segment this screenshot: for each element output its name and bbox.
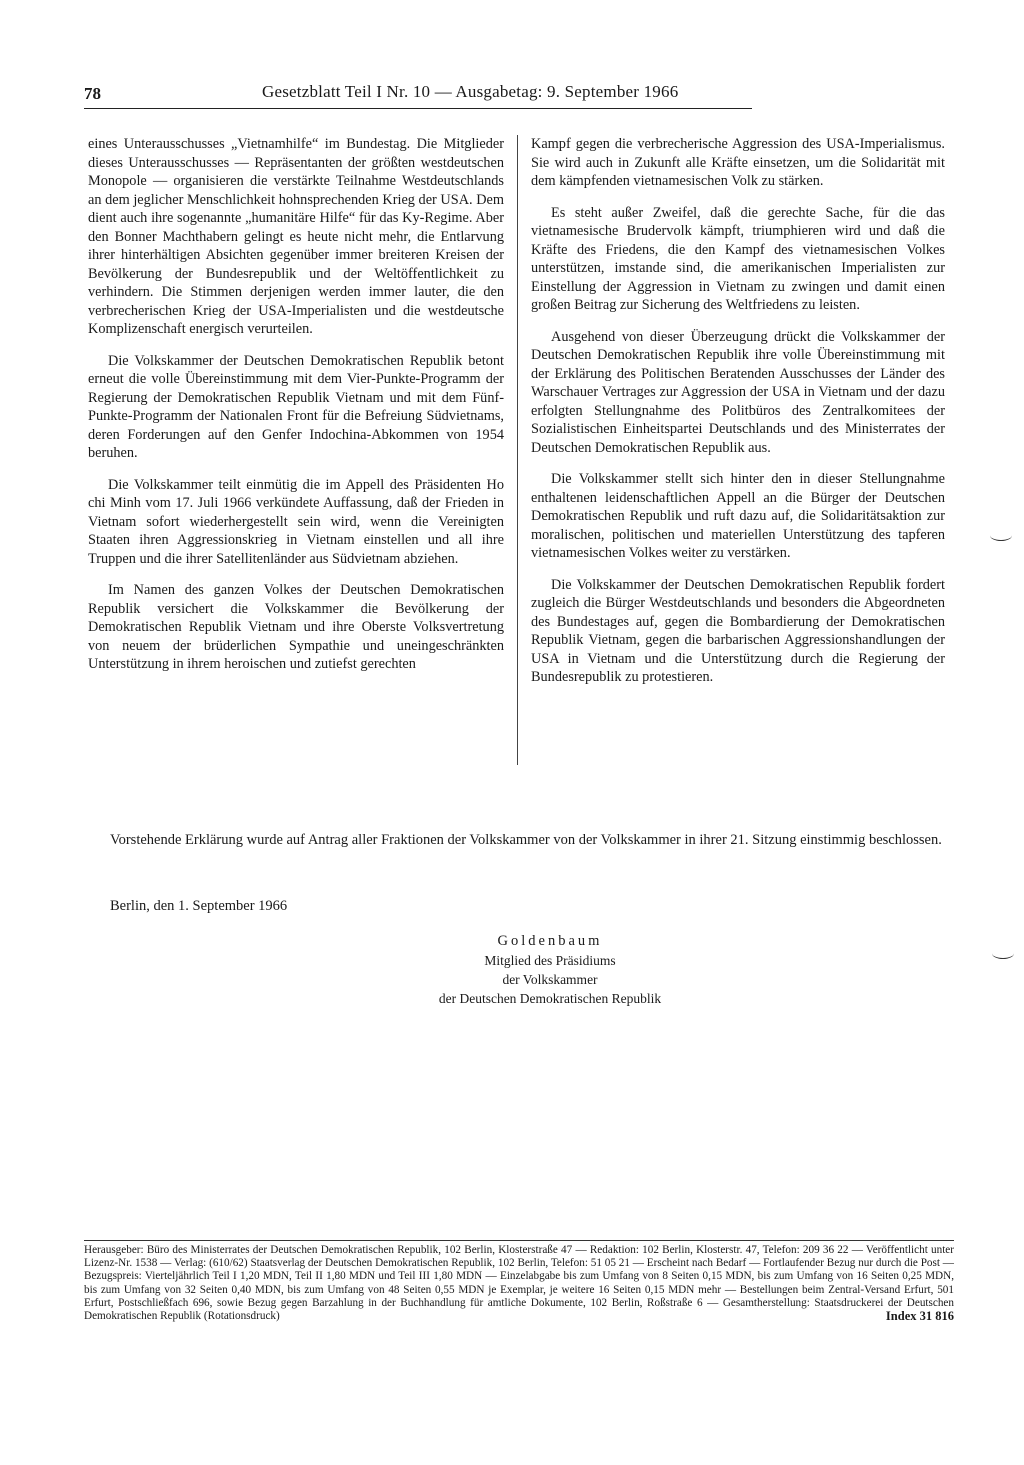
page-header <box>84 82 752 109</box>
resolution-statement: Vorstehende Erklärung wurde auf Antrag aller Fraktionen der Volkskammer von der Volkskammer in ihrer 21. Sitzung einstimmig beschlossen. <box>110 832 942 848</box>
margin-mark <box>992 948 1014 959</box>
left-column <box>88 135 504 687</box>
publisher-imprint <box>84 1240 954 1323</box>
dateline: Berlin, den 1. September 1966 <box>110 898 288 914</box>
paragraph: Es steht außer Zweifel, daß die gerechte Sache, für die das vietnamesische Brudervolk kämpft, triumphieren wird und daß die Kräfte des Friedens, die den Kampf des vietnamesischen Volkes unterstützen, imstande sind, die amerikanischen Imperialisten zur Einstellung der Aggression in Vietnam zu zwingen und damit einen großen Beitrag zur Sicherung des Weltfriedens zu leisten. <box>531 204 945 313</box>
imprint-text: Herausgeber: Büro des Ministerrates der Deutschen Demokratischen Republik, 102 Berlin, Klosterstraße 47 — Redaktion: 102 Berlin, Klosterstr. 47, Telefon: 209 36 22 — Veröffentlicht unter Lizenz-Nr. 1538 — Verlag: (610/62) Staatsverlag der Deutschen Demokratischen Republik, 102 Berlin, Telefon: 51 05 21 — Erscheint nach Bedarf — Fortlaufender Bezug nur durch die Post — Bezugspreis: Vierteljährlich Teil I 1,20 MDN, Teil II 1,80 MDN und Teil III 1,80 MDN — Einzelabgabe bis zum Umfang von 8 Seiten 0,15 MDN, bis zum Umfang von 16 Seiten 0,25 MDN, bis zum Umfang von 32 Seiten 0,40 MDN, bis zum Umfang von 48 Seiten 0,55 MDN je Exemplar, je weitere 16 Seiten 0,15 MDN mehr — Bestellungen beim Zentral-Versand Erfurt, 501 Erfurt, Postschließfach 696, sowie Bezug gegen Barzahlung in der Buchhandlung für amtliche Dokumente, 102 Berlin, Roßstraße 6 — Gesamtherstellung: Staatsdruckerei der Deutschen Demokratischen Republik (Rotationsdruck) <box>84 1244 954 1323</box>
signature-block <box>350 932 750 1008</box>
column-divider <box>517 135 518 765</box>
paragraph: Ausgehend von dieser Überzeugung drückt die Volkskammer der Deutschen Demokratischen Republik ihre volle Übereinstimmung mit der Erklärung des Politischen Beratenden Ausschusses der Länder des Warschauer Vertrages zur Aggression der USA in Vietnam und der dazu erfolgten Stellungnahme des Politbüros des Zentralkomitees der Sozialistischen Einheitspartei Deutschlands und des Ministerrates der Deutschen Demokratischen Republik aus. <box>531 328 945 456</box>
paragraph: Die Volkskammer stellt sich hinter den in dieser Stellungnahme enthaltenen leidenschaftlichen Appell an die Bürger der Deutschen Demokratischen Republik und ruft dazu auf, die Solidaritätsaktion zur moralischen, politischen und materiellen Unterstützung des tapferen vietnamesischen Volkes weiter zu verstärken. <box>531 471 945 561</box>
signer-name: Goldenbaum <box>497 933 603 949</box>
index-number: Index 31 816 <box>885 1309 954 1324</box>
signer-title: Mitglied des Präsidiums <box>484 953 616 968</box>
right-column <box>531 135 945 700</box>
margin-mark <box>990 530 1012 541</box>
paragraph: Die Volkskammer der Deutschen Demokratischen Republik betont erneut die volle Übereinstimmung mit dem Vier-Punkte-Programm der Regierung der Demokratischen Republik Vietnam und mit dem Fünf-Punkte-Programm der Nationalen Front für die Befreiung Südvietnams, deren Forderungen auf den Genfer Indochina-Abkommen von 1954 beruhen. <box>88 352 504 461</box>
paragraph: Im Namen des ganzen Volkes der Deutschen Demokratischen Republik versichert die Volkskammer die Bevölkerung der Demokratischen Republik Vietnam und ihre Oberste Volksvertretung von neuem der brüderlichen Sympathie und uneingeschränkten Unterstützung in ihrem heroischen und zutiefst gerechten <box>88 582 504 672</box>
signer-title: der Deutschen Demokratischen Republik <box>438 991 662 1006</box>
paragraph: eines Unterausschusses „Vietnamhilfe“ im Bundestag. Die Mitglieder dieses Unterausschusses — Repräsentanten der größten westdeutschen Monopole — organisieren die verstärkte Teilnahme Westdeutschlands an dem jeglicher Menschlichkeit hohnsprechenden Krieg der USA. Dem dient auch ihre sogenannte „humanitäre Hilfe“ für das Ky-Regime. Aber den Bonner Machthabern gelingt es heute nicht mehr, die Entlarvung ihrer hinterhältigen Absichten gegenüber immer breiteren Kreisen der Bevölkerung der Bundesrepublik und der Weltöffentlichkeit zu verhindern. Die Stimmen derjenigen werden immer lauter, die den verbrecherischen Krieg der USA-Imperialisten und die westdeutsche Komplizenschaft energisch verurteilen. <box>88 136 504 337</box>
paragraph: Die Volkskammer teilt einmütig die im Appell des Präsidenten Ho chi Minh vom 17. Juli 1966 verkündete Auffassung, daß der Frieden in Vietnam sofort wiederhergestellt sein wird, wenn die Vereinigten Staaten ihren Aggressionskrieg in Vietnam einstellen und all ihre Truppen und die ihrer Satellitenländer aus Südvietnam abziehen. <box>88 476 504 567</box>
signer-title: der Volkskammer <box>502 972 598 987</box>
gazette-title: Gesetzblatt Teil I Nr. 10 — Ausgabetag: 9. September 1966 <box>262 82 679 101</box>
paragraph: Die Volkskammer der Deutschen Demokratischen Republik fordert zugleich die Bürger Westdeutschlands und besonders die Abgeordneten des Bundestages auf, gegen die Bombardierung der Demokratischen Republik Vietnam, gegen die barbarischen Aggressionshandlungen der USA in Vietnam und die Unterstützung durch die Regierung der Bundesrepublik zu protestieren. <box>531 576 945 685</box>
paragraph: Kampf gegen die verbrecherische Aggression des USA-Imperialismus. Sie wird auch in Zukunft alle Kräfte einsetzen, um die Solidarität mit dem kämpfenden vietnamesischen Volk zu stärken. <box>531 136 945 189</box>
page-number: 78 <box>84 84 101 103</box>
